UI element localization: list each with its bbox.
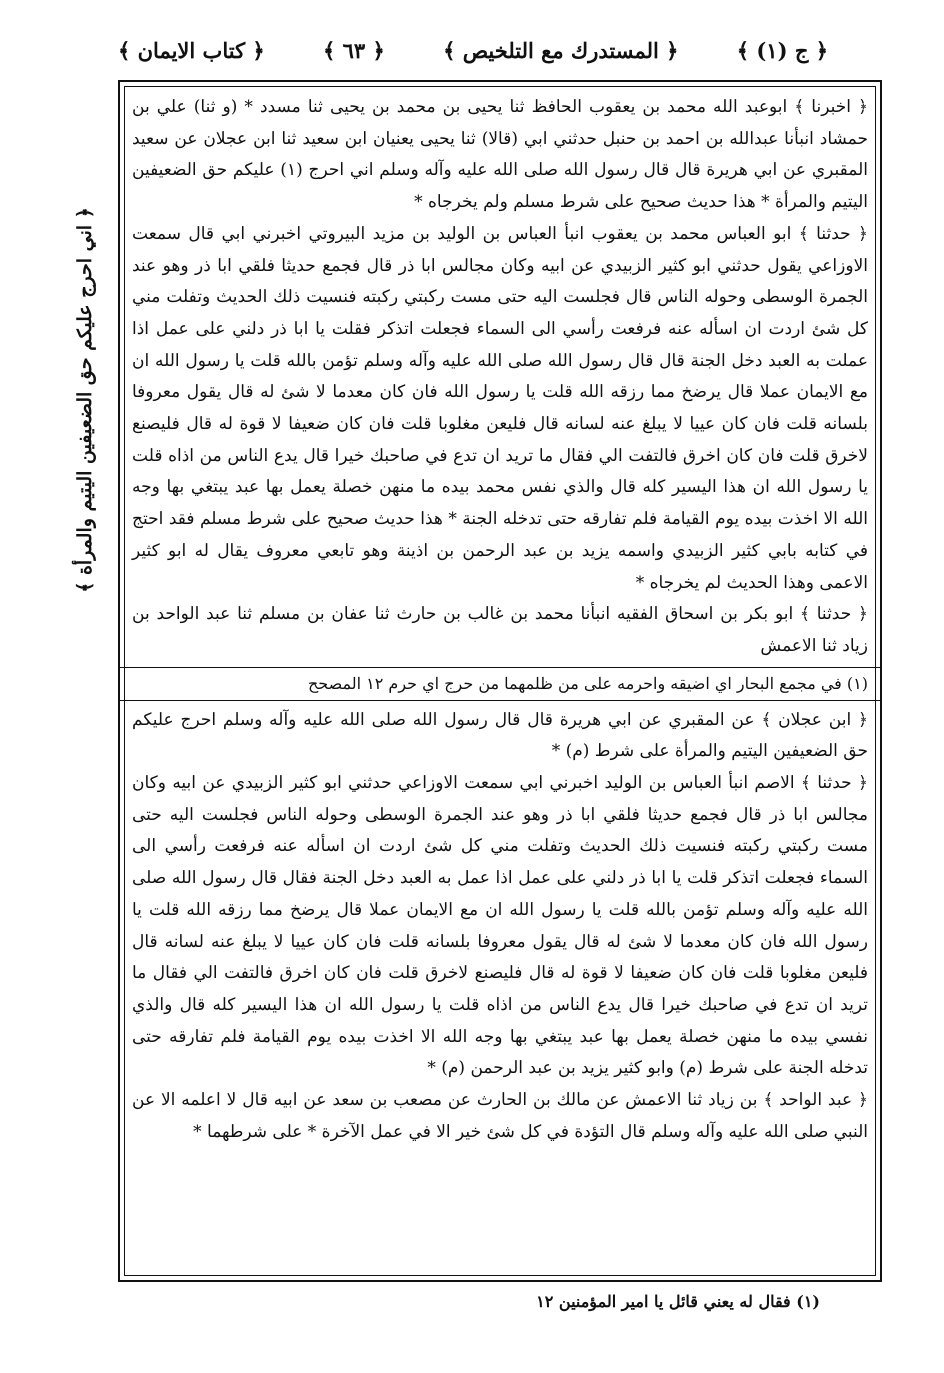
inner-footnote: (١) في مجمع البحار اي اضيقه واحرمه على من ظلمهما من حرج اي حرم ١٢ المصحح [120,667,880,701]
mustadrak-paragraph-2: ﴿ حدثنا ﴾ ابو العباس محمد بن يعقوب انبأ العباس بن الوليد بن مزيد البيروتي اخبرني ابي قال سمعت الاوزاعي يقول حدثني ابو كثير الزبيدي عن ابيه وكان مجالس ابا ذر قال فجمع حديثا فلقي ابا ذر وهو عند الجمرة الوسطى وحوله الناس قال فجلست اليه حتى مست ركبتي ركبته فنسيت ذلك الحديث وتفلت مني كل شئ اردت ان اسأله عنه فرفعت رأسي الى السماء فجعلت اتذكر فقلت يا ابا ذر دلني على عمل اذا عملت به العبد دخل الجنة قال قال رسول الله صلى الله عليه وآله وسلم تؤمن بالله قلت يا رسول الله ان مع الايمان عملا قال يرضخ مما رزقه الله قلت يا رسول الله فان كان معدما لا شئ له قال يقول معروفا بلسانه قلت فان كان عييا لا يبلغ عنه لسانه قال فليعن مغلوبا قلت فان كان ضعيفا لا قوة له قال فليصنع لاخرق قلت فان كان اخرق فالتفت الي فقال ما تريد ان تدع في صاحبك خيرا قال يدع الناس من اذاه قلت يا رسول الله ان هذا اليسير كله قال والذي نفس محمد بيده ما منهن خصلة يعمل بها عبد يبتغي بها وجه الله الا اخذت بيده يوم القيامة فلم تفارقه حتى تدخله الجنة * هذا حديث صحيح على شرط مسلم فقد احتج في كتابه بابي كثير الزبيدي واسمه يزيد بن عبد الرحمن بن اذينة وهو تابعي معروف يقال له ابو كثير الاعمى وهذا الحديث لم يخرجاه * [132,223,868,593]
text-frame [118,80,882,1282]
margin-side-note-text: ﴿ اني احرج عليكم حق الضعيفين اليتيم والمرأة ﴾ [74,207,96,593]
page-header [118,28,828,72]
mustadrak-paragraph-1: ﴿ اخبرنا ﴾ ابوعبد الله محمد بن يعقوب الحافظ ثنا يحيى بن محمد بن يحيى ثنا مسدد * (و ثنا) علي بن حمشاد انبأنا عبدالله بن احمد بن حنبل حدثني ابي (قالا) ثنا يحيى يعنيان ابن سعيد ثنا ابن عجلان عن سعيد المقبري عن ابي هريرة قال قال رسول الله صلى الله عليه وآله وسلم اني احرج (١) عليكم حق الضعيفين اليتيم والمرأة * هذا حديث صحيح على شرط مسلم ولم يخرجاه * [132,97,868,213]
header-volume: ﴿ ج (١) ﴾ [736,37,828,63]
page-body [132,92,868,1149]
margin-side-note [60,207,110,593]
bottom-footnote: (١) فقال له يعني قائل يا امير المؤمنين ١٢ [536,1292,820,1311]
talkhis-paragraph-1: ﴿ ابن عجلان ﴾ عن المقبري عن ابي هريرة قال قال رسول الله صلى الله عليه وآله وسلم احرج عليكم حق الضعيفين اليتيم والمرأة على شرط (م) * [132,709,868,762]
talkhis-paragraph-2: ﴿ حدثنا ﴾ الاصم انبأ العباس بن الوليد اخبرني ابي سمعت الاوزاعي حدثني ابو كثير الزبيدي عن ابيه وكان مجالس ابا ذر قال فجمع حديثا فلقي ابا ذر وهو عند الجمرة الوسطى وحوله الناس فجلست اليه حتى مست ركبتي ركبته فنسيت ذلك الحديث وتفلت مني كل شئ اردت ان اسأله عنه فرفعت رأسي الى السماء فجعلت اتذكر قلت يا ابا ذر دلني على عمل اذا عمل به العبد دخل الجنة فقال قال رسول الله صلى الله عليه وآله وسلم تؤمن بالله قلت يا رسول الله ان مع الايمان عملا قال يرضخ مما رزقه الله قلت يا رسول الله فان كان معدما لا شئ له قال يقول معروفا بلسانه قلت فان كان عييا لا يبلغ عنه لسانه قال فليعن مغلوبا قلت فان كان ضعيفا لا قوة له قال فليصنع لاخرق قلت فان كان اخرق فالتفت الي فقال ما تريد ان تدع في صاحبك خيرا قال يدع الناس من اذاه قلت يا رسول الله ان هذا اليسير كله قال والذي نفسي بيده ما منهن خصلة يعمل بها عبد يبتغي بها وجه الله الا اخذت بيده يوم القيامة فلم تفارقه حتى تدخله الجنة على شرط (م) وابو كثير يزيد بن عبد الرحمن (م) * [132,773,868,1079]
header-section-title: ﴿ كتاب الايمان ﴾ [118,37,265,63]
mustadrak-paragraph-3: ﴿ حدثنا ﴾ ابو بكر بن اسحاق الفقيه انبأنا محمد بن غالب بن حارث ثنا عفان بن مسلم ثنا عبد الواحد بن زياد ثنا الاعمش [132,604,868,656]
talkhis-paragraph-3: ﴿ عبد الواحد ﴾ بن زياد ثنا الاعمش عن مالك بن الحارث عن مصعب بن سعد عن ابيه قال لا اعلمه الا عن النبي صلى الله عليه وآله وسلم قال التؤدة في كل شئ خير الا في عمل الآخرة * على شرطهما * [132,1090,868,1142]
header-page-number: ﴿ ٦٣ ﴾ [322,37,385,63]
header-book-title: ﴿ المستدرك مع التلخيص ﴾ [443,37,679,63]
